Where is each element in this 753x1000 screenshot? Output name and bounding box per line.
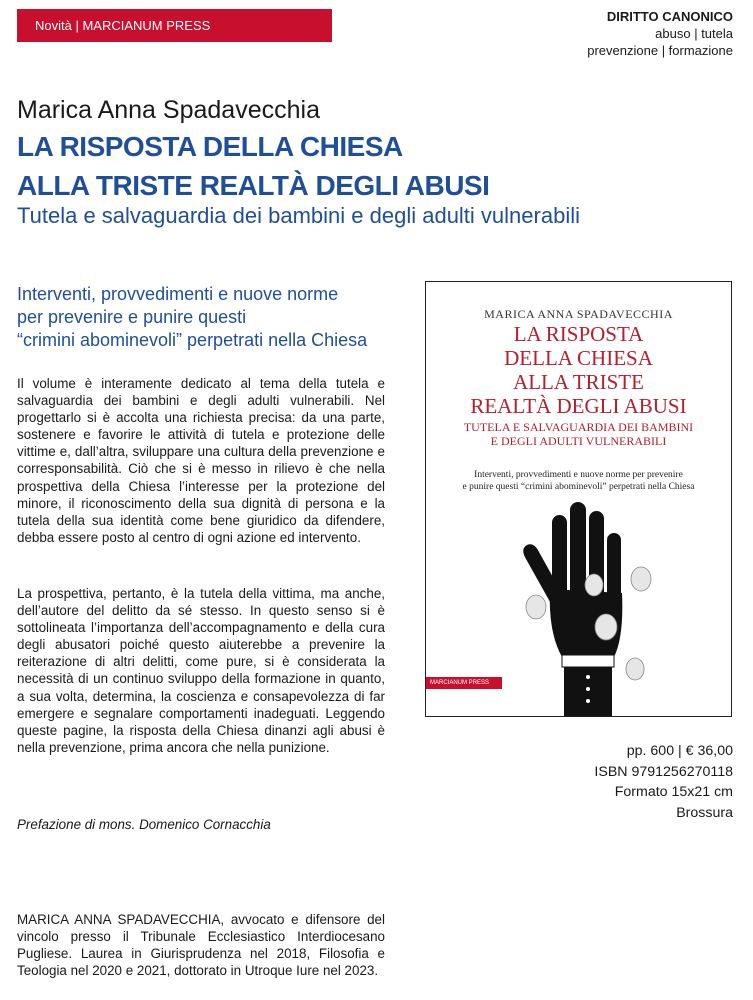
category-title: DIRITTO CANONICO [606, 9, 733, 24]
description-paragraph: Il volume è interamente dedicato al tema della tutela e salvaguardia dei bambini e degli adulti vulnerabili. Nel progettarlo si è accolta una richiesta precisa: da una parte, sostenere e favorire le attività di tutela e protezione delle vittime e, dall’altra, sviluppare una cultura della prevenzione e corresponsabilità. Ciò che si è messo in rilievo è che nella prospettiva della Chiesa l’interesse per la protezione del minore, il riconoscimento della sua dignità di persona e la tutela della sua identità come bene giuridico da difendere, debba essere posto al centro di ogni azione ed intervento. [17, 376, 385, 545]
category-tag: abuso | tutela [655, 26, 733, 41]
author-bio-text: avvocato e difensore del vincolo presso il Tribunale Ecclesiastico Interdiocesano Pugliese. Laurea in Giurisprudenza nel 2018, Filosofia e Teologia nel 2020 e 2021, dottorato in Utroque Iure nel 2023. [17, 912, 385, 979]
cover-publisher-label: MARCIANUM PRESS [426, 677, 502, 689]
cover-title [426, 322, 731, 418]
cover-lead-line: e punire questi “crimini abominevoli” perpetrati nella Chiesa [462, 482, 695, 492]
cover-title-line: LA RISPOSTA [513, 322, 644, 346]
spec-binding: Brossura [676, 805, 733, 822]
author-bio [17, 911, 385, 979]
book-specs [594, 741, 733, 824]
preface-credit: Prefazione di mons. Domenico Cornacchia [17, 817, 271, 832]
category-tag: prevenzione | formazione [587, 43, 733, 58]
spec-price: pp. 600 | € 36,00 [626, 743, 733, 759]
cover-title-line: ALLA TRISTE [513, 370, 644, 394]
cover-title-line: REALTÀ DEGLI ABUSI [470, 394, 687, 418]
lead-text [17, 283, 407, 352]
book-author: Marica Anna Spadavecchia [17, 96, 320, 124]
category-block [587, 8, 733, 59]
cover-subtitle [426, 420, 731, 448]
cover-author: MARICA ANNA SPADAVECCHIA [484, 307, 673, 321]
spec-isbn: ISBN 9791256270118 [594, 763, 733, 780]
spec-format: Formato 15x21 cm [614, 784, 733, 801]
lead-line: “crimini abominevoli” perpetrati nella Chiesa [17, 330, 368, 350]
cover-lead-line: Interventi, provvedimenti e nuove norme per prevenire [474, 470, 683, 480]
author-bio-name: MARICA ANNA SPADAVECCHIA, [17, 912, 225, 927]
lead-line: Interventi, provvedimenti e nuove norme [17, 284, 339, 304]
cover-lead [436, 469, 721, 493]
description-paragraph: La prospettiva, pertanto, è la tutela della vittima, ma anche, dell’autore del delitto da sé stesso. In questo senso si è sottolineata l’importanza dell’accompagnamento e della cura degli abusatori poiché questo aiuterebbe a prevenire la reiterazione di altri delitti, come pure, si è considerata la necessità di un continuo sviluppo della formazione in quanto, a sua volta, determina, la coscienza e consapevolezza di far emergere e segnalare comportamenti inadeguati. Leggendo queste pagine, la risposta della Chiesa dinanzi agli abusi è nella prevenzione, prima ancora che nella punizione. [17, 586, 385, 755]
cover-subtitle-line: TUTELA E SALVAGUARDIA DEI BAMBINI [463, 420, 694, 434]
publisher-banner: Novità | MARCIANUM PRESS [17, 9, 332, 42]
book-cover [425, 281, 732, 717]
cover-title-line: DELLA CHIESA [504, 346, 653, 370]
book-title-line: ALLA TRISTE REALTÀ DEGLI ABUSI [17, 170, 490, 201]
cover-subtitle-line: E DEGLI ADULTI VULNERABILI [490, 434, 667, 448]
lead-line: per prevenire e punire questi [17, 307, 247, 327]
book-subtitle: Tutela e salvaguardia dei bambini e degli adulti vulnerabili [17, 203, 580, 228]
book-title-line: LA RISPOSTA DELLA CHIESA [17, 131, 403, 162]
